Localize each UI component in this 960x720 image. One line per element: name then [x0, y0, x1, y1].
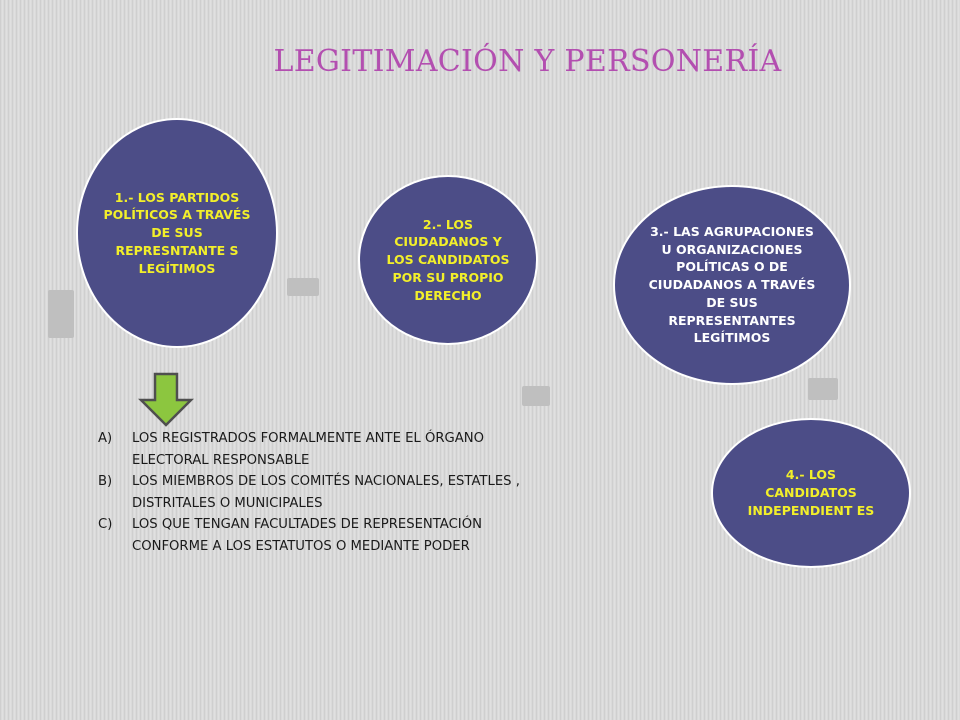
bubble-partidos-politicos [76, 118, 278, 348]
bubble-text: 3.- LAS AGRUPACIONES U ORGANIZACIONES POLÍTICAS O DE CIUDADANOS A TRAVÉS DE SUS REPRESENTANTES LEGÍTIMOS [648, 223, 816, 346]
down-arrow-icon [138, 372, 194, 428]
decorative-block [522, 386, 550, 406]
list-item-text: LOS QUE TENGAN FACULTADES DE REPRESENTACIÓN CONFORME A LOS ESTATUTOS O MEDIANTE PODER [132, 517, 482, 554]
list-marker: B) [98, 474, 113, 489]
bubble-text: 2.- LOS CIUDADANOS Y LOS CANDIDATOS POR SU PROPIO DERECHO [386, 216, 510, 303]
list-item-text: LOS REGISTRADOS FORMALMENTE ANTE EL ÓRGANO ELECTORAL RESPONSABLE [132, 431, 484, 468]
list-marker: C) [98, 517, 113, 532]
list-item-text: LOS MIEMBROS DE LOS COMITÉS NACIONALES, ESTATLES , DISTRITALES O MUNICIPALES [132, 474, 520, 511]
decorative-block [287, 278, 319, 296]
decorative-block [808, 378, 838, 400]
bubble-agrupaciones [613, 185, 851, 385]
bubble-ciudadanos-candidatos [358, 175, 538, 345]
list-marker: A) [98, 431, 113, 446]
list-item [98, 514, 548, 557]
criteria-list [98, 428, 548, 557]
list-item [98, 428, 548, 471]
decorative-block [48, 290, 74, 338]
bubble-candidatos-independientes [711, 418, 911, 568]
list-item [98, 471, 548, 514]
bubble-text: 4.- LOS CANDIDATOS INDEPENDIENT ES [747, 467, 875, 518]
page-title: LEGITIMACIÓN Y PERSONERÍA [273, 44, 782, 79]
bubble-text: 1.- LOS PARTIDOS POLÍTICOS A TRAVÉS DE SUS REPRESNTANTE S LEGÍTIMOS [103, 189, 251, 276]
